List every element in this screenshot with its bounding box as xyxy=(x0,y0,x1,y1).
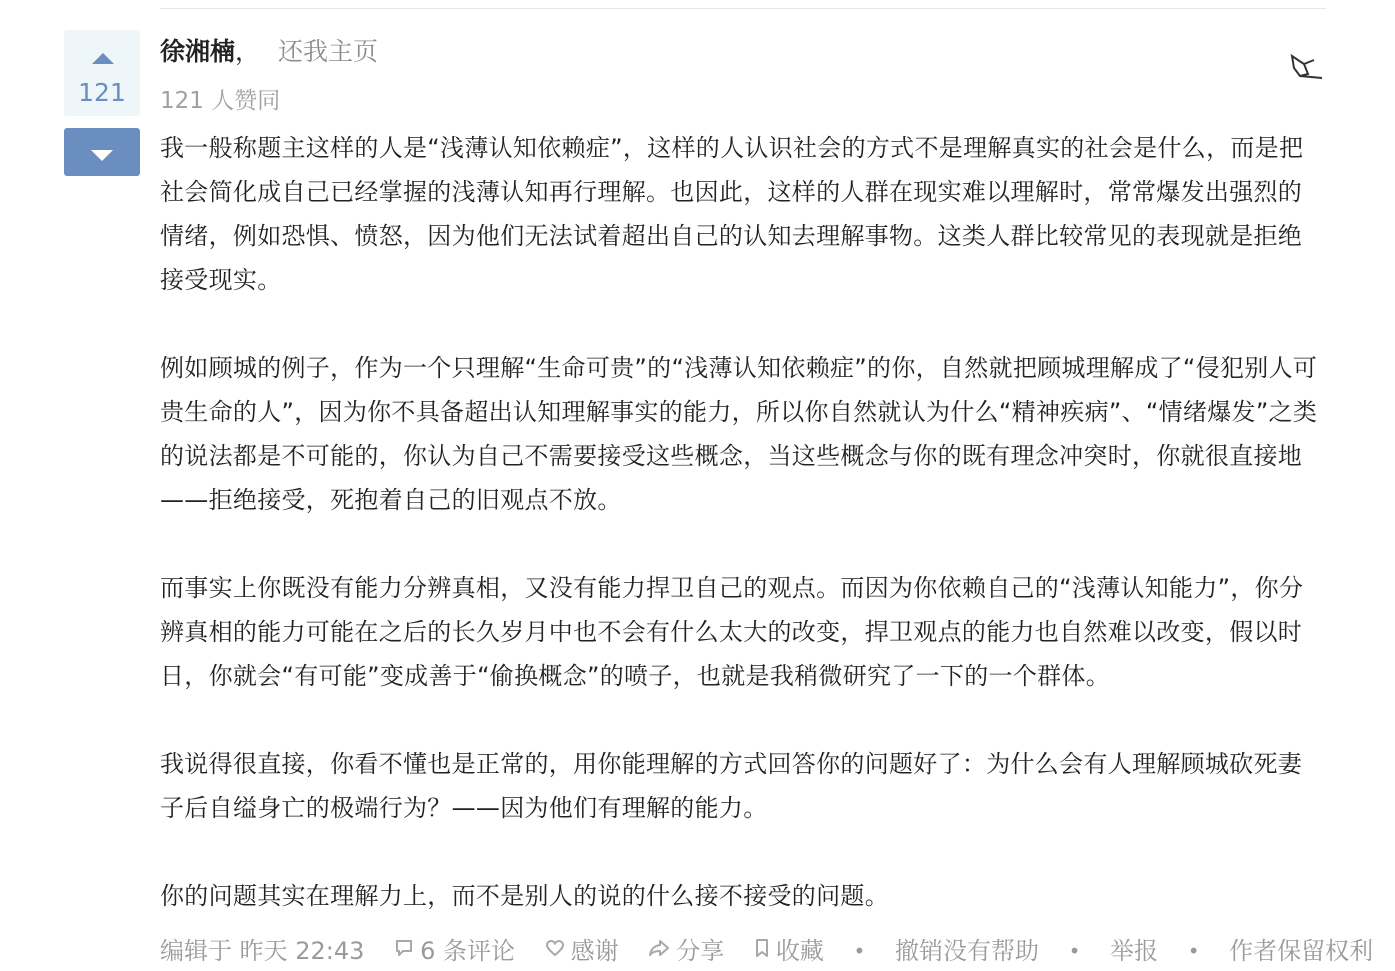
unhelpful-button[interactable]: 撤销没有帮助 xyxy=(894,937,1039,965)
author-info xyxy=(160,34,378,70)
pencil-icon[interactable] xyxy=(1284,44,1326,84)
collect-button[interactable] xyxy=(754,932,824,971)
thanks-label: 感谢 xyxy=(570,937,619,965)
triangle-down-icon xyxy=(91,150,113,161)
author-name-link[interactable]: 徐湘楠 xyxy=(160,37,236,66)
thanks-button[interactable] xyxy=(545,932,619,971)
answer-footer xyxy=(160,932,1395,970)
report-button[interactable]: 举报 xyxy=(1110,937,1159,965)
voters-summary[interactable]: 121 人赞同 xyxy=(160,88,281,114)
share-arrow-icon xyxy=(648,931,670,969)
bookmark-icon xyxy=(754,931,770,969)
edit-time-link[interactable]: 编辑于 昨天 22:43 xyxy=(160,937,365,965)
copyright-notice: 作者保留权利 xyxy=(1229,937,1374,965)
answer-paragraph: 我说得很直接，你看不懂也是正常的，用你能理解的方式回答你的问题好了：为什么会有人理解顾城砍死妻子后自缢身亡的极端行为？——因为他们有理解的能力。 xyxy=(160,750,1303,822)
separator-dot: • xyxy=(1068,939,1081,963)
heart-icon xyxy=(545,931,565,969)
answer-paragraph: 例如顾城的例子，作为一个只理解“生命可贵”的“浅薄认知依赖症”的你，自然就把顾城理解成了“侵犯别人可贵生命的人”，因为你不具备超出认知理解事实的能力，所以你自然就认为什么“精神疾病”、“情绪爆发”之类的说法都是不可能的，你认为自己不需要接受这些概念，当这些概念与你的既有理念冲突时，你就很直接地——拒绝接受，死抱着自己的旧观点不放。 xyxy=(160,354,1318,514)
author-separator: ， xyxy=(235,37,261,66)
comments-button[interactable] xyxy=(394,932,515,971)
share-button[interactable] xyxy=(648,932,724,971)
comments-label: 6 条评论 xyxy=(420,937,515,965)
share-label: 分享 xyxy=(676,937,725,965)
answer-paragraph: 而事实上你既没有能力分辨真相，又没有能力捍卫自己的观点。而因为你依赖自己的“浅薄认知能力”，你分辨真相的能力可能在之后的长久岁月中也不会有什么太大的改变，捍卫观点的能力也自然难以改变，假以时日，你就会“有可能”变成善于“偷换概念”的喷子，也就是我稍微研究了一下的一个群体。 xyxy=(160,574,1304,690)
vote-count: 121 xyxy=(78,78,126,107)
separator-dot: • xyxy=(1187,939,1200,963)
collect-label: 收藏 xyxy=(775,937,824,965)
downvote-button[interactable] xyxy=(64,128,140,176)
answer-paragraph: 你的问题其实在理解力上，而不是别人的说的什么接不接受的问题。 xyxy=(160,882,889,910)
answer-paragraph: 我一般称题主这样的人是“浅薄认知依赖症”，这样的人认识社会的方式不是理解真实的社会是什么，而是把社会简化成自己已经掌握的浅薄认知再行理解。也因此，这样的人群在现实难以理解时，常常爆发出强烈的情绪，例如恐惧、愤怒，因为他们无法试着超出自己的认知去理解事物。这类人群比较常见的表现就是拒绝接受现实。 xyxy=(160,134,1304,294)
triangle-up-icon xyxy=(92,53,114,64)
top-divider xyxy=(160,8,1326,9)
author-bio: 还我主页 xyxy=(278,37,379,66)
answer-content xyxy=(160,126,1326,918)
separator-dot: • xyxy=(853,939,866,963)
speech-bubble-icon xyxy=(394,931,414,969)
upvote-button[interactable] xyxy=(64,30,140,116)
